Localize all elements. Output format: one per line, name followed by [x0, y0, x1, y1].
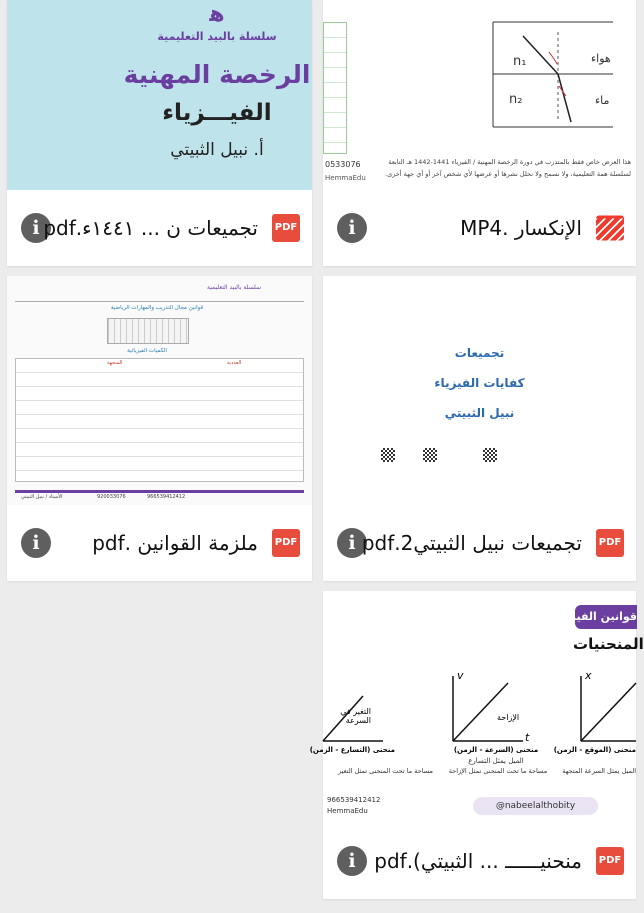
file-thumbnail[interactable] — [7, 276, 312, 505]
contact-b: 966539412412 — [147, 494, 186, 500]
cover-title: الرخصة المهنية — [123, 60, 311, 89]
doc-series: سلسلة بالبيد التعليمية — [207, 284, 261, 291]
pdf-icon: PDF — [596, 529, 624, 557]
slide-table — [323, 22, 347, 154]
twitter-handle: @nabeelalthobity — [473, 797, 598, 815]
cover-series: سلسلة بالبيد التعليمية — [157, 30, 277, 43]
info-icon[interactable]: i — [337, 846, 367, 876]
phone-text: 0533076 — [325, 160, 361, 169]
doc-heading: قوانين مجال التدريب والمهارات الرياضية — [110, 305, 204, 311]
graph1-caption: منحنى (التسارع - الزمن) — [309, 746, 395, 754]
video-clapper-icon — [596, 216, 624, 241]
axis-t-label: t — [525, 731, 530, 744]
file-name[interactable]: تجميعات ن ... ١٤٤١ء.pdf — [43, 216, 258, 240]
medium-air-label: هواء — [591, 52, 611, 65]
file-card-4[interactable] — [323, 276, 636, 581]
refraction-diagram — [443, 22, 613, 142]
file-name[interactable]: ملزمة القوانين .pdf — [92, 531, 258, 555]
file-card-5[interactable] — [309, 591, 644, 899]
pdf-icon: PDF — [596, 847, 624, 875]
graph2-note-1: الميل يمثل التسارع — [468, 757, 524, 765]
file-name[interactable]: منحنيــــــ ... الثبيتي).pdf — [374, 849, 582, 873]
cover-author: أ. نبيل الثبيتي — [170, 140, 264, 160]
doc-table — [15, 358, 304, 482]
file-footer — [7, 190, 312, 266]
qr-code-icon — [381, 448, 395, 462]
graph1-note: مساحة ما تحت المنحنى تمثل التغير — [338, 767, 433, 775]
section-title: الكميات الفيزيائية — [127, 348, 167, 354]
pdf-icon: PDF — [272, 529, 300, 557]
file-footer — [323, 505, 636, 581]
file-card-1[interactable] — [7, 0, 312, 266]
qr-code-icon — [483, 448, 497, 462]
info-icon[interactable]: i — [21, 213, 51, 243]
contact-a: 920033076 — [97, 494, 126, 500]
cover-line-3: نبيل الثبيتي — [444, 406, 515, 420]
doc-author: الأستاذ / نبيل الثبيتي — [21, 494, 63, 500]
ruler-figure — [107, 318, 189, 344]
file-footer — [323, 823, 636, 899]
graph2-caption: منحنى (السرعة - الزمن) — [453, 746, 539, 754]
graph2-note-2: مساحة ما تحت المنحنى تمثل الإزاحة — [448, 767, 548, 775]
cover-subject: الفيـــزياء — [162, 100, 272, 126]
file-thumbnail[interactable] — [323, 276, 636, 505]
file-thumbnail[interactable] — [323, 0, 636, 190]
n2-label: n₂ — [509, 92, 523, 107]
medium-water-label: ماء — [595, 94, 610, 107]
info-icon[interactable]: i — [337, 213, 367, 243]
graph2-label: الإزاحة — [497, 713, 520, 722]
file-footer — [7, 505, 312, 581]
file-card-2[interactable] — [323, 0, 636, 266]
info-icon[interactable]: i — [21, 528, 51, 558]
graph3-note: الميل يمثل السرعة المتجهة — [562, 767, 636, 775]
n1-label: n₁ — [513, 54, 527, 69]
pdf-icon: PDF — [272, 214, 300, 242]
graph3-caption: منحنى (الموقع - الزمن) — [553, 746, 636, 754]
cover-line-1: تجميعات — [454, 346, 505, 360]
file-card-3[interactable] — [7, 276, 312, 581]
graph1-label: التغير في السرعة — [340, 707, 371, 725]
file-thumbnail[interactable] — [309, 591, 644, 823]
info-icon[interactable]: i — [337, 528, 367, 558]
file-name[interactable]: تجميعات نبيل الثبيتي2.pdf — [361, 531, 582, 555]
notice-text-2: لسلسلة همة التعليمية، ولا نسمح ولا نحلل نشرها أو عرضها لأي شخص آخر أو أي جهة أخرى. — [385, 170, 631, 178]
brand-logo: ﻫ — [209, 2, 225, 27]
cover-title: المنحنيات — [573, 635, 644, 653]
axis-x-label: x — [585, 669, 592, 682]
file-name[interactable]: الإنكسار .MP4 — [460, 216, 582, 240]
notice-text: هذا العرض خاص فقط بالمتدرب في دورة الرخصة المهنية / الفيزياء 1441-1442 هـ التابعة — [388, 158, 631, 166]
cover-tag: قوانين الفيزياء — [575, 605, 637, 629]
footer-handle: HemmaEdu — [327, 807, 368, 815]
footer-phone: 966539412412 — [327, 796, 381, 804]
file-footer — [323, 190, 636, 266]
handle-text: HemmaEdu — [325, 174, 366, 182]
file-thumbnail[interactable] — [7, 0, 312, 190]
axis-v-label: v — [457, 669, 464, 682]
cover-line-2: كفايات الفيزياء — [434, 376, 525, 390]
col-vector: المتجهة — [107, 360, 123, 366]
qr-code-icon — [423, 448, 437, 462]
col-scalar: العددية — [227, 360, 242, 366]
